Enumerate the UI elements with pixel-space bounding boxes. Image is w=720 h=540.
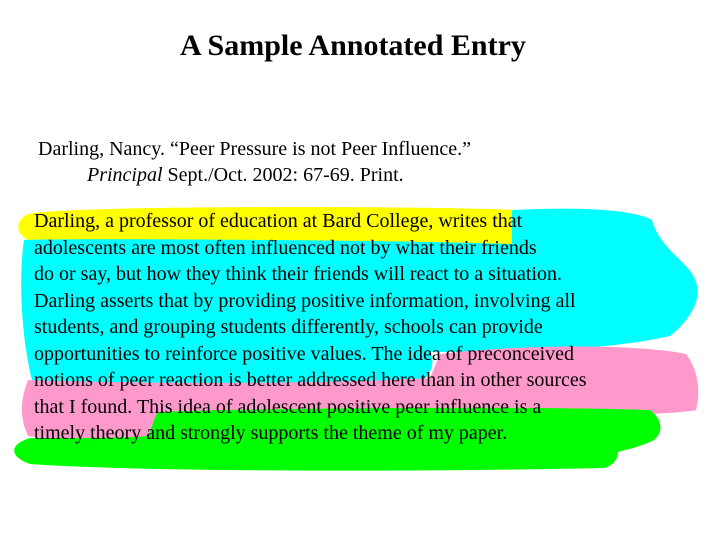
page-title: A Sample Annotated Entry xyxy=(180,29,526,62)
annotation-line: timely theory and strongly supports the theme of my paper. xyxy=(34,422,508,444)
citation-details: Sept./Oct. 2002: 67-69. Print. xyxy=(162,164,404,186)
citation-journal: Principal xyxy=(87,164,163,186)
annotation-line: Darling asserts that by providing positive information, involving all xyxy=(34,289,576,312)
annotation-paragraph xyxy=(34,208,702,447)
annotation-line: students, and grouping students differently, schools can provide xyxy=(34,316,543,338)
citation-line-1: Darling, Nancy. “Peer Pressure is not Peer Influence.” xyxy=(38,138,471,160)
annotation-line: notions of peer reaction is better addressed here than in other sources xyxy=(34,369,587,391)
annotation-line: that I found. This idea of adolescent positive peer influence is a xyxy=(34,395,542,418)
annotation-line: do or say, but how they think their friends will react to a situation. xyxy=(34,263,563,285)
annotation-line: Darling, a professor of education at Bard College, writes that xyxy=(34,210,523,232)
annotation-line: adolescents are most often influenced not by what their friends xyxy=(34,236,537,259)
annotation-line: opportunities to reinforce positive values. The idea of preconceived xyxy=(34,342,574,365)
